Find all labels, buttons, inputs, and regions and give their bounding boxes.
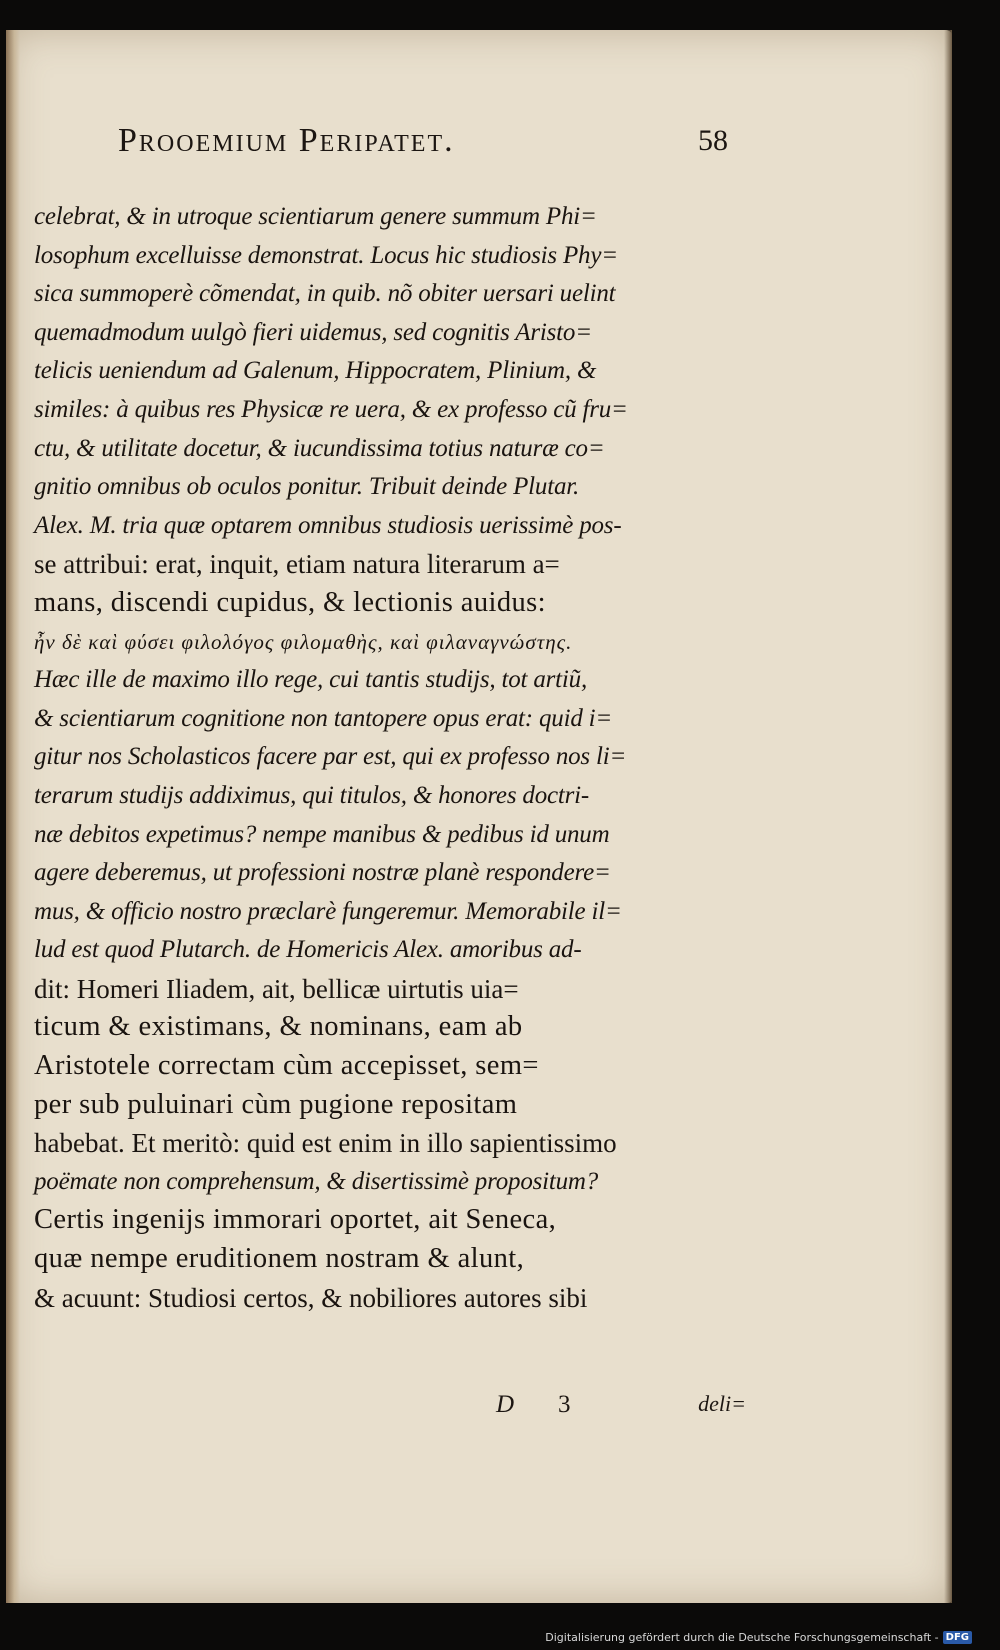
text-line: Alex. M. tria quæ optarem omnibus studiosis uerissimè pos- [34,511,622,539]
dfg-logo: DFG [943,1631,972,1644]
page-edge-shadow [944,30,952,1603]
folio-number: 58 [698,124,728,157]
text-line: per sub puluinari cùm pugione repositam [34,1088,518,1120]
body-text [34,198,744,1317]
page-footer [496,1391,746,1431]
text-line: ctu, & utilitate docetur, & iucundissima totius naturæ co= [34,434,605,462]
signature-number: 3 [558,1391,571,1418]
catchword: deli= [698,1391,746,1416]
text-line: Certis ingenijs immorari oportet, ait Seneca, [34,1204,557,1236]
text-line: quæ nempe eruditionem nostram & alunt, [34,1243,525,1275]
signature-mark: D [496,1391,515,1418]
page-gutter-shadow [6,30,20,1603]
funding-note: Digitalisierung gefördert durch die Deutsche Forschungsgemeinschaft - [545,1631,939,1644]
text-line: mus, & officio nostro præclarè fungeremur. Memorabile il= [34,897,622,925]
text-line: sica summoperè cõmendat, in quib. nõ obiter uersari uelint [34,280,616,308]
text-line: se attribui: erat, inquit, etiam natura literarum a= [34,549,560,580]
text-line: ticum & existimans, & nominans, eam ab [34,1011,523,1043]
greek-quotation-line: ἦν δὲ καὶ φύσει φιλολόγος φιλομαθὴς, καὶ φιλαναγνώστης. [34,629,573,654]
funding-credit [545,1631,972,1644]
text-line: celebrat, & in utroque scientiarum genere summum Phi= [34,203,597,230]
text-line: losophum excelluisse demonstrat. Locus hic studiosis Phy= [34,241,618,269]
text-line: habebat. Et meritò: quid est enim in illo sapientissimo [34,1128,617,1159]
text-line: & scientiarum cognitione non tantopere opus erat: quid i= [34,704,613,732]
page-header [118,122,728,174]
text-line: telicis ueniendum ad Galenum, Hippocratem, Plinium, & [34,357,597,385]
text-line: næ debitos expetimus? nempe manibus & pedibus id unum [34,820,610,848]
text-line: Aristotele correctam cùm accepisset, sem= [34,1050,539,1082]
text-line: quemadmodum uulgò fieri uidemus, sed cognitis Aristo= [34,318,592,346]
text-line: poëmate non comprehensum, & disertissimè propositum? [34,1167,599,1195]
book-page [6,30,952,1603]
running-title: Prooemium Peripatet. [118,122,455,159]
text-line: dit: Homeri Iliadem, ait, bellicæ uirtutis uia= [34,973,519,1004]
text-line: lud est quod Plutarch. de Homericis Alex. amoribus ad- [34,936,582,964]
text-line: similes: à quibus res Physicæ re uera, & ex professo cũ fru= [34,395,628,423]
text-line: terarum studijs addiximus, qui titulos, & honores doctri- [34,781,590,809]
text-line: Hæc ille de maximo illo rege, cui tantis studijs, tot artiũ, [34,666,588,694]
text-line: mans, discendi cupidus, & lectionis auidus: [34,586,546,618]
text-line: gitur nos Scholasticos facere par est, qui ex professo nos li= [34,743,627,771]
text-line: agere deberemus, ut professioni nostræ planè respondere= [34,859,611,887]
text-line: gnitio omnibus ob oculos ponitur. Tribuit deinde Plutar. [34,473,580,501]
text-line: & acuunt: Studiosi certos, & nobiliores autores sibi [34,1282,588,1313]
